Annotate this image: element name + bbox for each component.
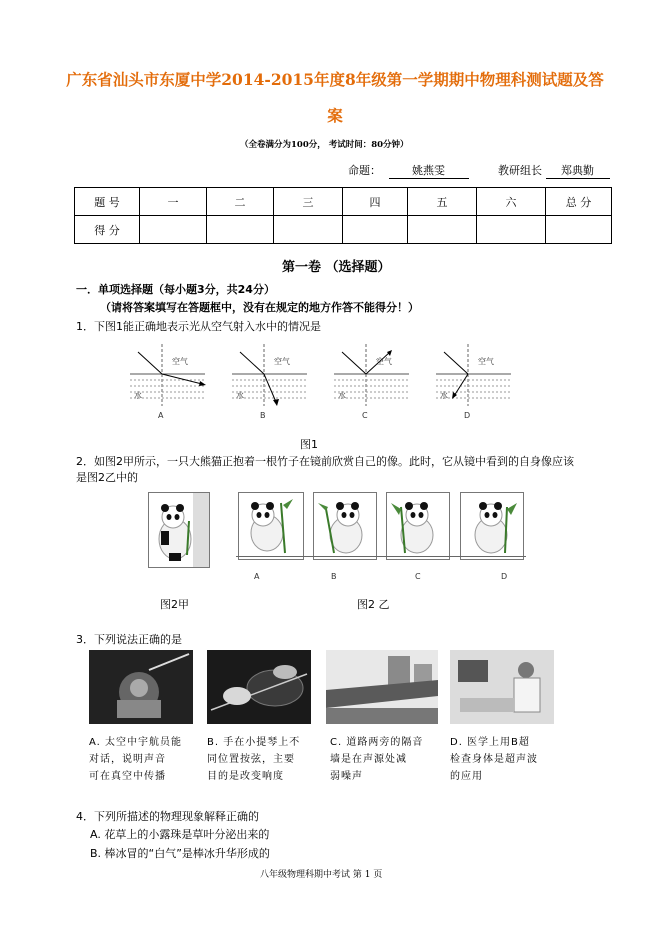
score-cell[interactable] [546, 216, 612, 244]
q1-text: 1．下图1能正确地表示光从空气射入水中的情况是 [76, 320, 321, 333]
exam-info: （全卷满分为100分， 考试时间：80分钟） [240, 140, 409, 150]
q3-option-b [207, 734, 319, 785]
part1-note: （请将答案填写在答题框中，没有在规定的地方作答不能得分！） [100, 301, 419, 314]
table-cell: 总 分 [546, 188, 612, 216]
q4-text: 4．下列所描述的物理现象解释正确的 [76, 810, 259, 823]
table-cell: 二 [207, 188, 274, 216]
setter-line [348, 162, 610, 179]
q3-option-a-line: 对话，说明声音 [89, 754, 166, 765]
q2-option-b-label: B [331, 572, 337, 581]
photo-noise-barrier [326, 650, 438, 724]
table-cell: 题 号 [75, 188, 140, 216]
photo-astronaut [89, 650, 193, 724]
q3-option-a [89, 734, 201, 785]
q3-option-d [450, 734, 562, 785]
score-table-header-row [75, 188, 612, 216]
table-cell: 五 [408, 188, 477, 216]
q3-option-c [330, 734, 442, 785]
q1-option-c-label: C [362, 411, 368, 420]
air-label-b: 空气 [274, 357, 290, 366]
table-cell: 一 [140, 188, 207, 216]
q4-option-b: B. 棒冰冒的“白气”是棒冰升华形成的 [90, 847, 270, 860]
score-cell[interactable] [343, 216, 408, 244]
panda-option-b [313, 492, 377, 560]
q1-option-d-label: D [464, 411, 471, 420]
water-label-b: 水 [236, 391, 244, 400]
setter-name: 姚燕雯 [389, 162, 469, 179]
score-cell[interactable] [274, 216, 343, 244]
q3-option-d-line: 检查身体是超声波 [450, 754, 538, 765]
q3-option-a-line: 可在真空中传播 [89, 771, 166, 782]
q3-option-d-line: 的应用 [450, 771, 483, 782]
q3-option-b-line: 同位置按弦，主要 [207, 754, 295, 765]
leader-label: 教研组长 [498, 164, 542, 177]
figure-1-caption: 图1 [300, 438, 318, 451]
q3-option-c-line: 弱噪声 [330, 771, 363, 782]
panda-option-a [238, 492, 304, 560]
photo-ultrasound [450, 650, 554, 724]
score-cell[interactable] [207, 216, 274, 244]
water-label-d: 水 [440, 391, 448, 400]
part1-title: 一．单项选择题（每小题3分，共24分） [76, 283, 275, 296]
setter-label: 命题： [348, 164, 381, 177]
q2-option-c-label: C [415, 572, 421, 581]
air-label-a: 空气 [172, 357, 188, 366]
q3-option-b-line: 目的是改变响度 [207, 771, 284, 782]
q3-text: 3．下列说法正确的是 [76, 633, 182, 646]
score-cell[interactable] [140, 216, 207, 244]
score-table-score-row [75, 216, 612, 244]
q1-option-a-label: A [158, 411, 164, 420]
figure-2b-caption: 图2 乙 [357, 598, 390, 611]
q3-option-b-line: B. 手在小提琴上不 [207, 737, 301, 748]
q2-line1: 2．如图2甲所示，一只大熊猫正抱着一根竹子在镜前欣赏自己的像。此时，它从镜中看到的自身像应该 [76, 455, 574, 468]
q2-option-a-label: A [254, 572, 260, 581]
table-cell: 六 [477, 188, 546, 216]
photo-violin [207, 650, 311, 724]
leader-name: 郑典勤 [546, 162, 610, 179]
table-cell: 三 [274, 188, 343, 216]
page-footer: 八年级物理科期中考试 第 1 页 [260, 870, 383, 880]
panda-option-d [460, 492, 524, 560]
q2-line2: 是图2乙中的 [76, 471, 138, 484]
q3-option-c-line: 墙是在声源处减 [330, 754, 407, 765]
doc-title-line1: 广东省汕头市东厦中学2014-2015年度8年级第一学期期中物理科测试题及答 [66, 70, 604, 89]
q3-option-c-line: C. 道路两旁的隔音 [330, 737, 424, 748]
water-label-a: 水 [134, 391, 142, 400]
table-cell: 得 分 [75, 216, 140, 244]
section-title: 第一卷 （选择题） [282, 260, 391, 275]
table-cell: 四 [343, 188, 408, 216]
q3-option-d-line: D. 医学上用B超 [450, 737, 530, 748]
water-label-c: 水 [338, 391, 346, 400]
mirror-baseline [236, 556, 526, 557]
air-label-d: 空气 [478, 357, 494, 366]
q4-option-a: A. 花草上的小露珠是草叶分泌出来的 [90, 828, 270, 841]
score-cell[interactable] [477, 216, 546, 244]
q2-option-d-label: D [501, 572, 508, 581]
panda-option-c [386, 492, 450, 560]
air-label-c: 空气 [376, 357, 392, 366]
figure-2a-caption: 图2甲 [160, 598, 189, 611]
q3-option-a-line: A. 太空中宇航员能 [89, 737, 183, 748]
doc-title-line2: 案 [327, 106, 343, 125]
score-cell[interactable] [408, 216, 477, 244]
score-table [74, 187, 612, 244]
panda-mirror-image [148, 492, 210, 568]
q1-option-b-label: B [260, 411, 266, 420]
